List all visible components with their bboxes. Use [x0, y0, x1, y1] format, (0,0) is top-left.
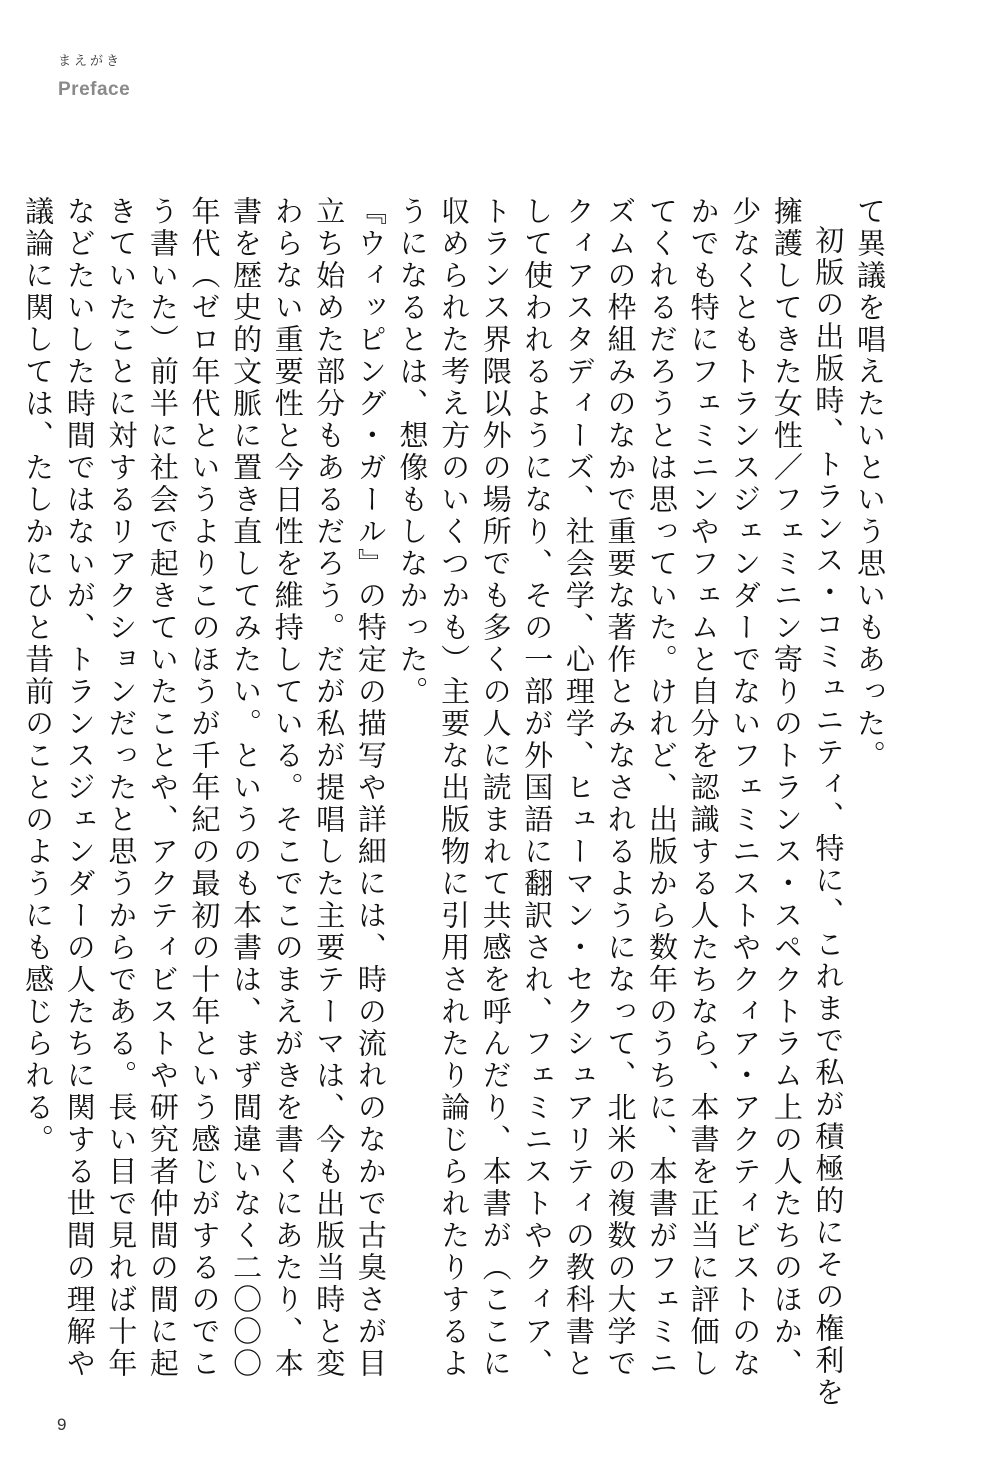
- paragraph: 初版の出版時、トランス・コミュニティ、特に、これまで私が積極的にその権利を擁護してきた女性／フェミニン寄りのトランス・スペクトラム上の人たちのほか、少なくともトランスジェンダーでないフェミニストやクィア・アクティビストのなかでも特にフェミニンやフェムと自分を認識する人たちなら、本書を正当に評価してくれるだろうとは思っていた。けれど、出版から数年のうちに、本書がフェミニズムの枠組みのなかで重要な著作とみなされるようになって、北米の複数の大学でクィアスタディーズ、社会学、心理学、ヒューマン・セクシュアリティの教科書として使われるようになり、その一部が外国語に翻訳され、フェミニストやクィア、トランス界隈以外の場所でも多くの人に読まれて共感を呼んだり、本書が（ここに収められた考え方のいくつかも）主要な出版物に引用されたり論じられたりするようになるとは、想像もしなかった。: [395, 196, 846, 1409]
- vertical-body-text: [17, 196, 890, 1411]
- paragraph: 『ウィッピング・ガール』の特定の描写や詳細には、時の流れのなかで古臭さが目立ち始めた部分もあるだろう。だが私が提唱した主要テーマは、今も出版当時と変わらない重要性と今日性を維持している。そこでこのまえがきを書くにあたり、本書を歴史的文脈に置き直してみたい。というのも本書は、まず間違いなく二〇〇〇年代（ゼロ年代というよりこのほうが千年紀の最初の十年という感じがするのでこう書いた）前半に社会で起きていたことや、アクティビストや研究者仲間の間に起きていたことに対するリアクションだったと思うからである。長い目で見れば十年などたいした時間ではないが、トランスジェンダーの人たちに関する世間の理解や議論に関しては、たしかにひと昔前のことのようにも感じられる。: [21, 196, 388, 1380]
- chapter-title-japanese: まえがき: [58, 54, 123, 69]
- paragraph-continuation: て異議を唱えたいという思いもあった。: [853, 196, 887, 772]
- page-number: 9: [57, 1415, 67, 1434]
- running-head: [58, 54, 130, 101]
- chapter-title-english: Preface: [58, 79, 131, 100]
